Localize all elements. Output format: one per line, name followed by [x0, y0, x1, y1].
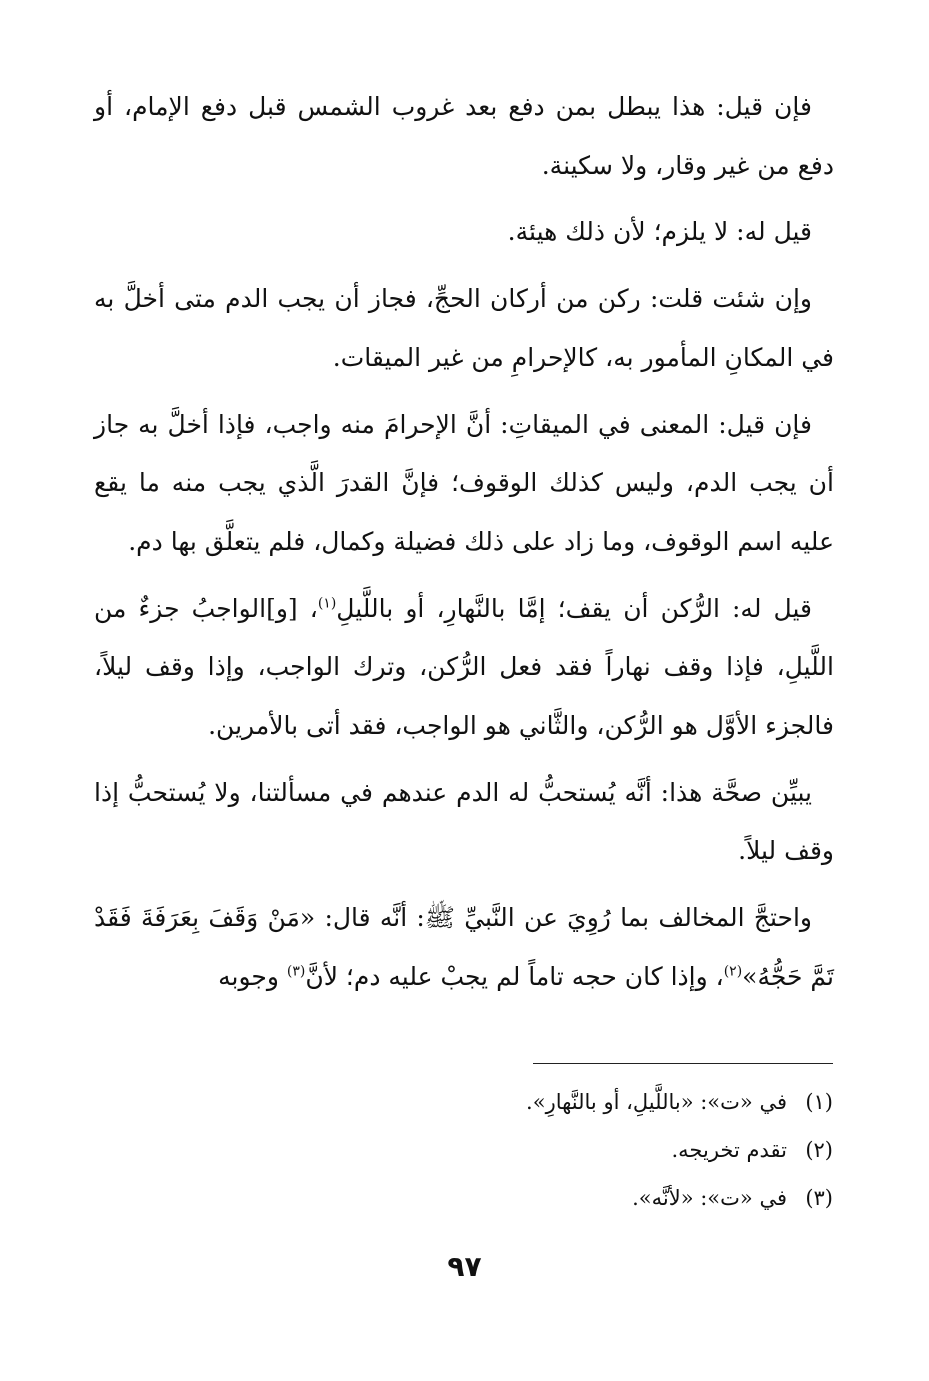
footnote-text: في «ت»: «باللَّيلِ، أو بالنَّهارِ».	[526, 1090, 787, 1114]
paragraph-3: وإن شئت قلت: ركن من أركان الحجِّ، فجاز أن يجب الدم متى أخلَّ به في المكانِ المأمور به، كالإحرامِ من غير الميقات.	[94, 284, 834, 372]
footnote-divider	[533, 1063, 833, 1064]
footnote-ref-2[interactable]: (٢)	[723, 963, 743, 980]
footnote-ref-3[interactable]: (٣)	[286, 963, 306, 980]
main-text	[94, 78, 834, 1007]
paragraph-7-text-middle: ، وإذا كان حجه تاماً لم يجبْ عليه دم؛ لأنَّ	[305, 961, 724, 991]
footnote-number: (٣)	[805, 1186, 833, 1210]
footnote-number: (٢)	[805, 1138, 833, 1162]
paragraph-5-text-after: ، [و]الواجبُ جزءٌ من اللَّيلِ، فإذا وقف نهاراً فقد فعل الرُّكن، وترك الواجب، وإذا وقف ليلاً، فالجزء الأوَّل هو الرُّكن، والثَّاني هو الواجب، فقد أتى بالأمرين.	[94, 593, 834, 741]
page-number: ٩٧	[447, 1250, 482, 1283]
footnote-2	[93, 1126, 833, 1174]
footnote-ref-1[interactable]: (١)	[317, 595, 337, 612]
footnote-1	[93, 1078, 833, 1126]
paragraph-7	[94, 889, 834, 1006]
paragraph-1: فإن قيل: هذا يبطل بمن دفع بعد غروب الشمس قبل دفع الإمام، أو دفع من غير وقار، ولا سكينة.	[94, 92, 834, 180]
footnote-text: في «ت»: «لأنَّه».	[632, 1186, 787, 1210]
paragraph-2: قيل له: لا يلزم؛ لأن ذلك هيئة.	[507, 217, 812, 247]
paragraph-6: يبيِّن صحَّة هذا: أنَّه يُستحبُّ له الدم عندهم في مسألتنا، ولا يُستحبُّ إذا وقف ليلاً.	[94, 777, 834, 866]
paragraph-4: فإن قيل: المعنى في الميقاتِ: أنَّ الإحرامَ منه واجب، فإذا أخلَّ به جاز أن يجب الدم، وليس كذلك الوقوف؛ فإنَّ القدرَ الَّذي يجب منه ما يقع عليه اسم الوقوف، وما زاد على ذلك فضيلة وكمال، فلم يتعلَّق بها دم.	[94, 409, 834, 556]
paragraph-7-text-after: وجوبه	[218, 961, 287, 991]
footnotes	[93, 1078, 833, 1222]
paragraph-5-text-before: قيل له: الرُّكن أن يقف؛ إمَّا بالنَّهارِ، أو باللَّيلِ	[336, 593, 812, 623]
footnote-text: تقدم تخريجه.	[671, 1138, 787, 1162]
footnote-number: (١)	[805, 1090, 833, 1114]
paragraph-7-text-before: واحتجَّ المخالف بما رُوِيَ عن النَّبيِّ ﷺ: أنَّه قال: «مَنْ وَقَفَ بِعَرَفَةَ فَقَدْ تَمَّ حَجُّهُ»	[94, 903, 834, 991]
footnote-3	[93, 1174, 833, 1222]
paragraph-5	[94, 580, 834, 756]
